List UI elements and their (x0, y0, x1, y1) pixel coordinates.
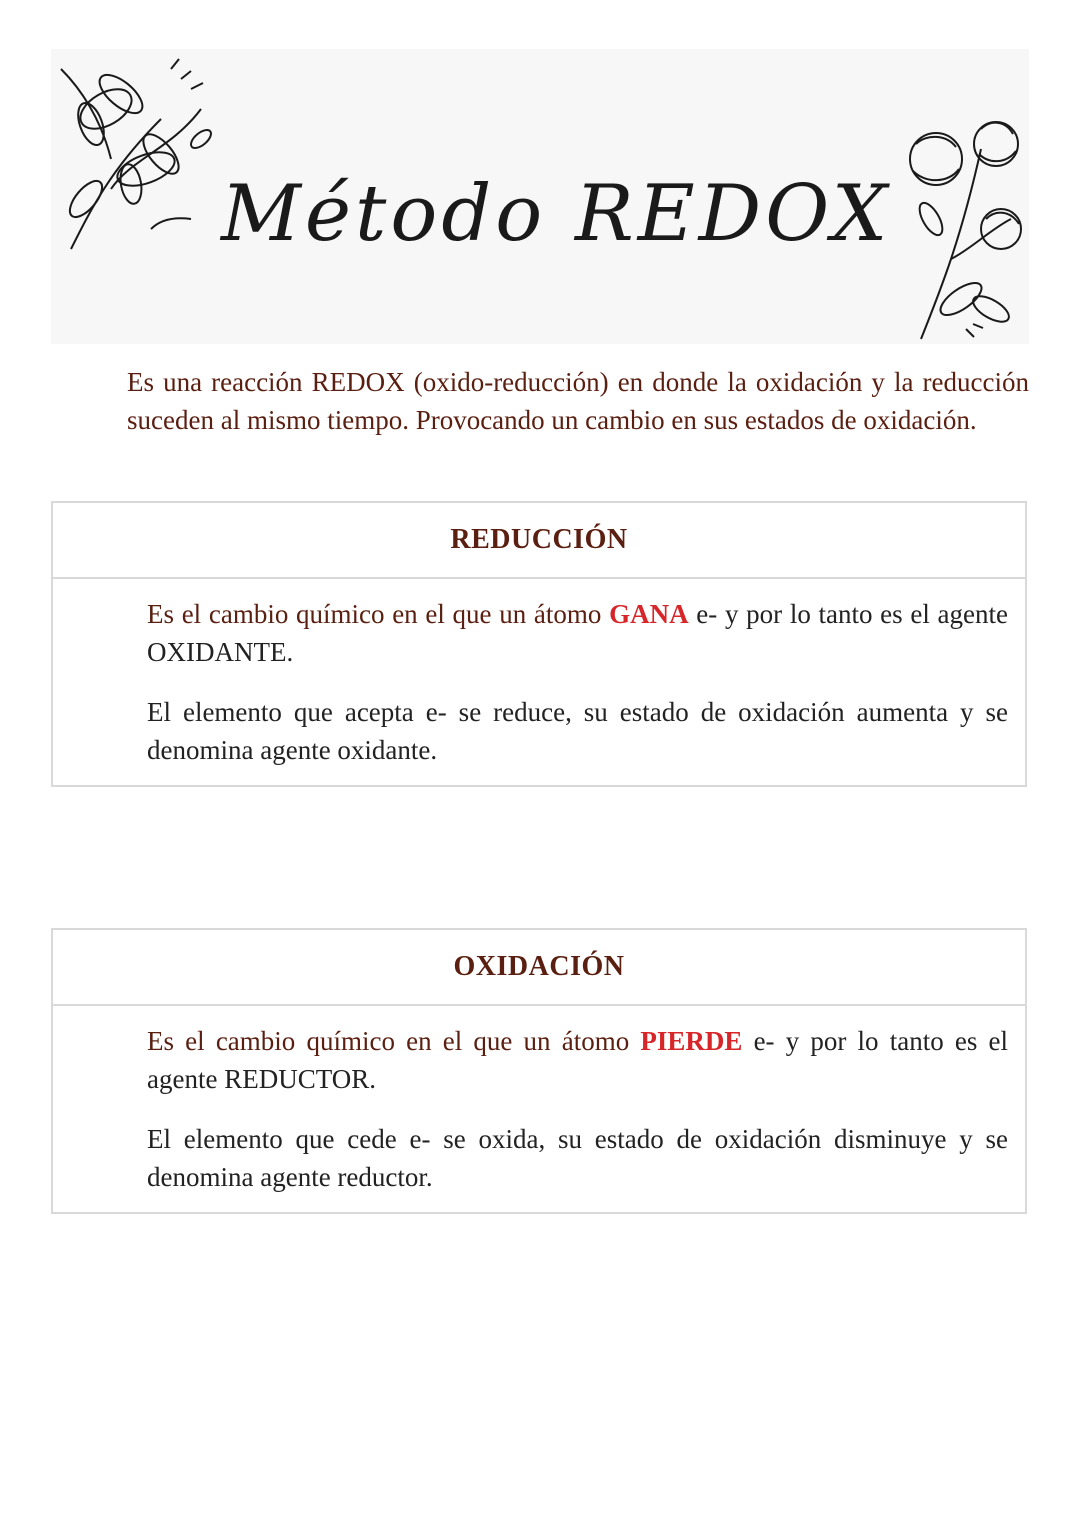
reduccion-heading: REDUCCIÓN (53, 503, 1025, 579)
oxidacion-box (51, 928, 1027, 1214)
oxidacion-heading: OXIDACIÓN (53, 930, 1025, 1006)
floral-left-icon (51, 49, 221, 264)
oxidacion-detail: El elemento que cede e- se oxida, su estado de oxidación disminuye y se denomina agente reductor. (147, 1124, 1008, 1192)
oxidacion-text-b: e- y por lo tanto es el agente (147, 1026, 1008, 1094)
header-banner (51, 49, 1029, 344)
reduccion-text-b: e- y por lo tanto es el agente (688, 599, 1008, 629)
intro-paragraph: Es una reacción REDOX (oxido-reducción) en donde la oxidación y la reducción suceden al mismo tiempo. Provocando un cambio en sus estados de oxidación. (127, 367, 1029, 435)
oxidacion-body (53, 1006, 1025, 1218)
gana-highlight: GANA (609, 599, 689, 629)
page-title: Método REDOX (221, 169, 892, 259)
oxidante-term: OXIDANTE. (147, 637, 294, 667)
floral-right-icon (881, 109, 1029, 344)
oxidacion-text-a: Es el cambio químico en el que un átomo (147, 1026, 641, 1056)
reduccion-definition (147, 595, 1008, 671)
reduccion-box (51, 501, 1027, 787)
pierde-highlight: PIERDE (640, 1026, 743, 1056)
reduccion-detail: El elemento que acepta e- se reduce, su estado de oxidación aumenta y se denomina agente oxidante. (147, 697, 1008, 765)
oxidacion-definition (147, 1022, 1008, 1098)
reductor-term: REDUCTOR. (224, 1064, 376, 1094)
reduccion-body (53, 579, 1025, 791)
reduccion-text-a: Es el cambio químico en el que un átomo (147, 599, 610, 629)
